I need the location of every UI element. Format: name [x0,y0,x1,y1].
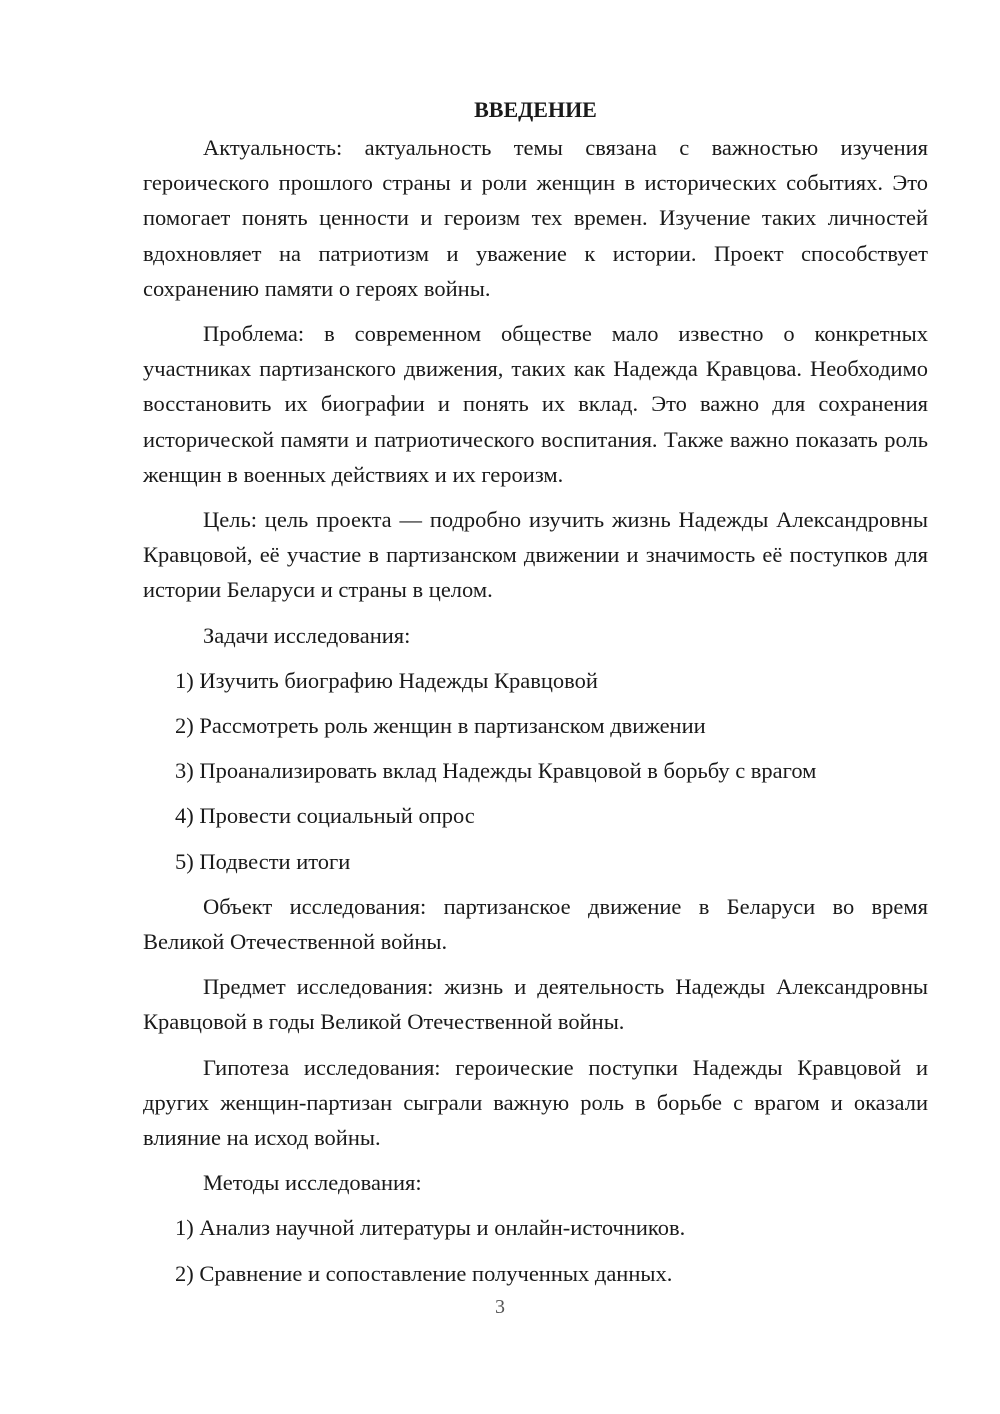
tasks-heading: Задачи исследования: [203,622,411,648]
paragraph-subject: Предмет исследования: жизнь и деятельность Надежды Александровны Кравцовой в годы Великой Отечественной войны. [143,974,928,1035]
task-item-1: 1) Изучить биографию Надежды Кравцовой [175,667,598,693]
paragraph-object: Объект исследования: партизанское движение в Беларуси во время Великой Отечественной войны. [143,893,928,955]
section-title: ВВЕДЕНИЕ [474,97,597,122]
task-item-2: 2) Рассмотреть роль женщин в партизанском движении [175,713,706,739]
paragraph-relevance: Актуальность: актуальность темы связана с важностью изучения героического прошлого страны и роли женщин в исторических событиях. Это помогает понять ценности и героизм тех времен. Изучение таких личностей вдохновляет на патриотизм и уважение к истории. Проект способствует сохранению памяти о героях войны. [143,135,928,301]
task-item-3: 3) Проанализировать вклад Надежды Кравцовой в борьбу с врагом [175,758,817,784]
task-item-5: 5) Подвести итоги [175,848,351,874]
page-number: 3 [495,1296,505,1318]
paragraph-hypothesis: Гипотеза исследования: героические поступки Надежды Кравцовой и других женщин-партизан сыграли важную роль в борьбе с врагом и оказали влияние на исход войны. [143,1054,928,1151]
methods-heading: Методы исследования: [203,1170,422,1196]
task-item-4: 4) Провести социальный опрос [175,803,475,829]
method-item-2: 2) Сравнение и сопоставление полученных данных. [175,1260,673,1286]
paragraph-problem: Проблема: в современном обществе мало известно о конкретных участниках партизанского движения, таких как Надежда Кравцова. Необходимо восстановить их биографии и понять их вклад. Это важно для сохранения исторической памяти и патриотического воспитания. Также важно показать роль женщин в военных действиях и их героизм. [143,321,928,487]
method-item-1: 1) Анализ научной литературы и онлайн-источников. [175,1215,686,1241]
paragraph-goal: Цель: цель проекта — подробно изучить жизнь Надежды Александровны Кравцовой, её участие в партизанском движении и значимость её поступков для истории Беларуси и страны в целом. [143,507,928,603]
document-page [143,94,928,1301]
